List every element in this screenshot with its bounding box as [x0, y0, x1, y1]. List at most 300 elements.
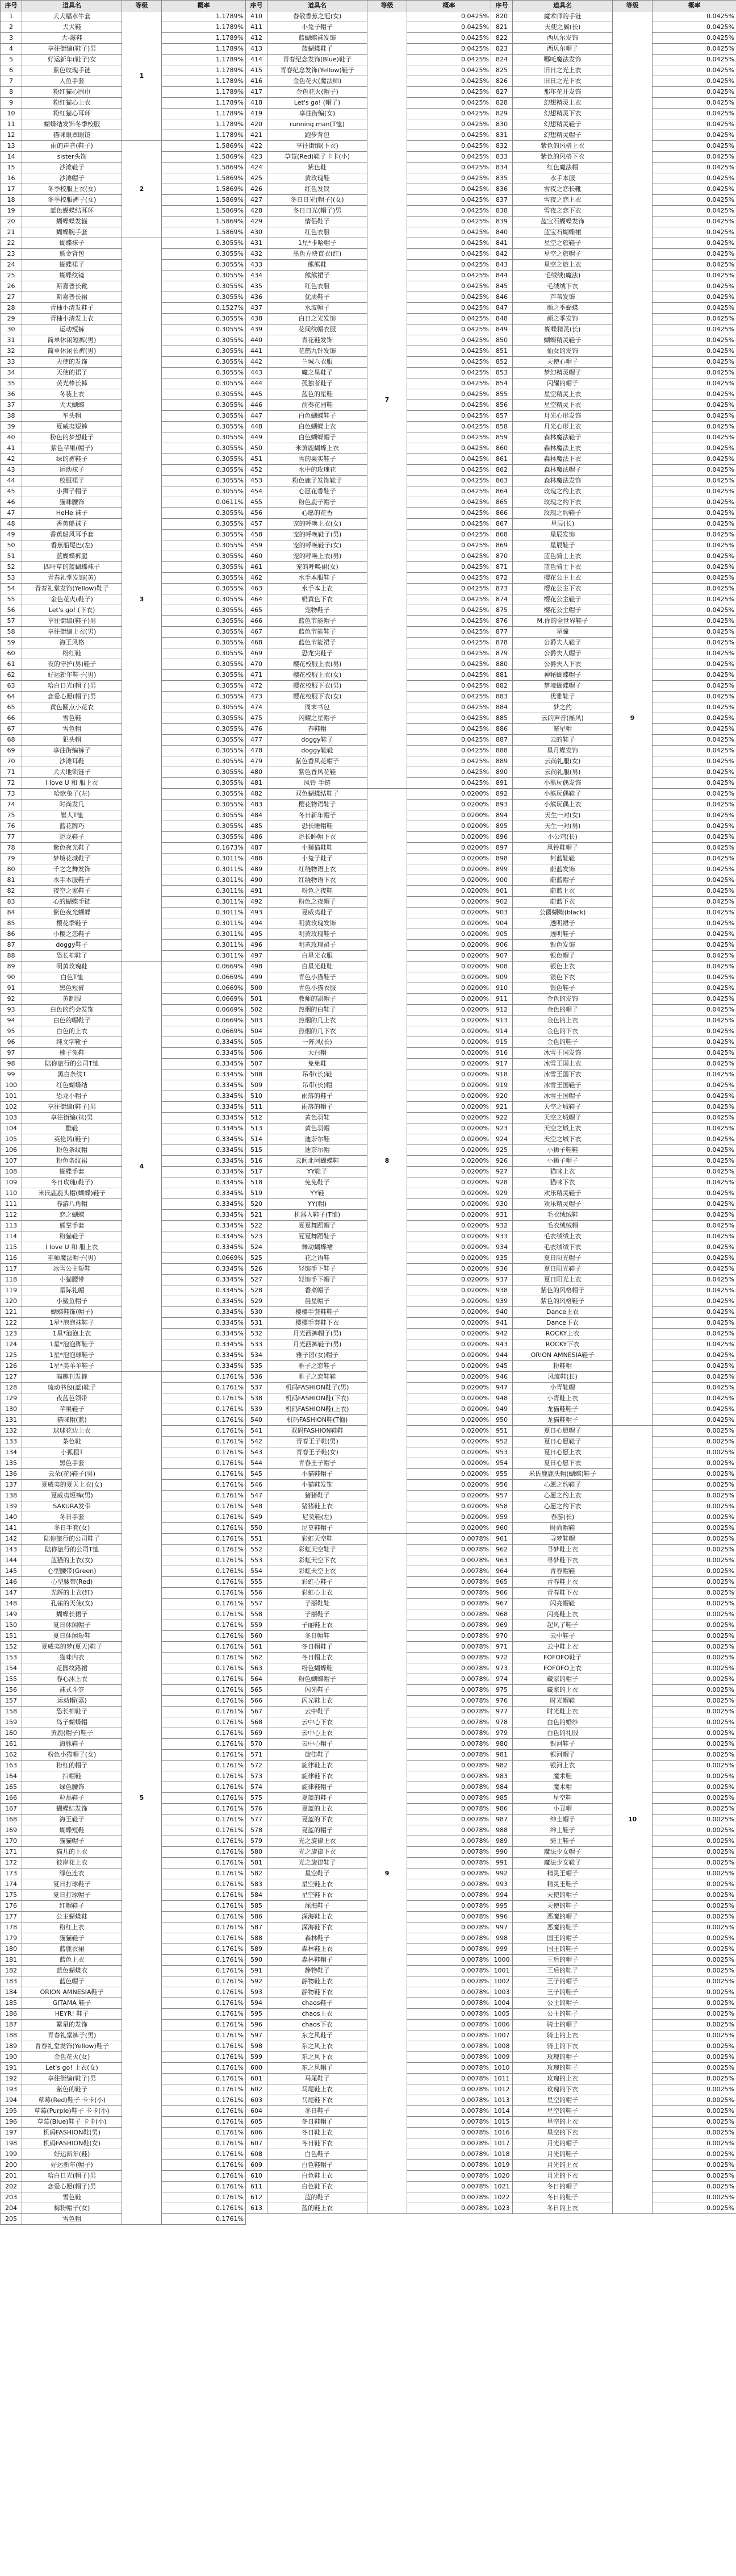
cell-item-name: 蓝蝴蝶裤腿	[22, 551, 122, 562]
cell-probability: 0.3055%	[162, 324, 246, 335]
cell-index: 93	[1, 1005, 22, 1016]
cell-probability: 0.0425%	[407, 735, 491, 746]
cell-index: 524	[246, 1242, 267, 1253]
cell-probability: 0.0425%	[653, 1037, 736, 1048]
cell-index: 180	[1, 1944, 22, 1955]
cell-item-name: 毛绒绒(魔法)	[513, 270, 613, 281]
cell-probability: 0.1761%	[162, 1804, 246, 1815]
cell-probability: 0.3055%	[162, 810, 246, 821]
cell-probability: 0.0025%	[653, 1685, 736, 1696]
cell-item-name: 恋爱心愿(帽子)男	[22, 2182, 122, 2192]
cell-item-name: 骑士的下衣	[513, 2041, 613, 2052]
cell-item-name: 森林鞋帽子	[267, 1955, 367, 1966]
cell-level: 8	[367, 789, 407, 1534]
cell-probability: 0.0425%	[653, 292, 736, 303]
cell-item-name: 春心沐上衣	[22, 1674, 122, 1685]
cell-probability: 0.0025%	[653, 1987, 736, 1998]
cell-item-name: 小狮猫鞋鞋	[267, 843, 367, 854]
cell-item-name: 雪色鞋	[22, 2192, 122, 2203]
cell-item-name: 光之旋律上衣	[267, 1836, 367, 1847]
cell-index: 198	[1, 2138, 22, 2149]
cell-index: 85	[1, 918, 22, 929]
cell-index: 159	[1, 1717, 22, 1728]
cell-probability: 0.1761%	[162, 2149, 246, 2160]
cell-item-name: 小樱之恋鞋子	[22, 929, 122, 940]
cell-probability: 0.0200%	[407, 1415, 491, 1426]
cell-index: 933	[491, 1231, 513, 1242]
cell-index: 111	[1, 1199, 22, 1210]
cell-probability: 0.1761%	[162, 1739, 246, 1750]
cell-probability: 0.1761%	[162, 1491, 246, 1501]
cell-item-name: 冬日鞋上衣	[267, 2128, 367, 2138]
cell-item-name: 琉动书包(蓝)鞋子	[22, 1383, 122, 1393]
cell-index: 1016	[491, 2128, 513, 2138]
cell-index: 471	[246, 670, 267, 681]
cell-probability: 0.0200%	[407, 983, 491, 994]
cell-probability: 0.0425%	[653, 486, 736, 497]
cell-probability: 0.0425%	[653, 659, 736, 670]
header-name: 道具名	[513, 1, 613, 11]
cell-index: 941	[491, 1318, 513, 1329]
cell-item-name: 白星光衣服	[267, 951, 367, 962]
cell-probability: 0.0425%	[653, 422, 736, 432]
cell-index: 428	[246, 206, 267, 217]
cell-index: 105	[1, 1134, 22, 1145]
cell-probability: 0.0425%	[407, 594, 491, 605]
cell-index: 449	[246, 432, 267, 443]
cell-probability: 0.1761%	[162, 2160, 246, 2171]
cell-item-name: 花鹤九针发饰	[267, 346, 367, 357]
cell-index: 515	[246, 1145, 267, 1156]
cell-index: 991	[491, 1858, 513, 1868]
cell-index: 1000	[491, 1955, 513, 1966]
cell-probability: 0.0078%	[407, 2009, 491, 2020]
cell-index: 13	[1, 141, 22, 152]
cell-probability: 0.0078%	[407, 1653, 491, 1663]
cell-probability: 0.0200%	[407, 1091, 491, 1102]
cell-probability: 0.3345%	[162, 1339, 246, 1350]
cell-index: 601	[246, 2074, 267, 2084]
cell-index: 856	[491, 400, 513, 411]
cell-item-name: 蓝宝石蝴蝶裙	[513, 227, 613, 238]
cell-index: 514	[246, 1134, 267, 1145]
cell-item-name: 蝴蝶短鞋	[22, 1825, 122, 1836]
cell-probability: 0.3055%	[162, 821, 246, 832]
cell-index: 605	[246, 2117, 267, 2128]
cell-probability: 0.1761%	[162, 1426, 246, 1437]
cell-probability: 0.0425%	[407, 217, 491, 227]
cell-index: 962	[491, 1545, 513, 1555]
cell-probability: 0.0425%	[653, 746, 736, 756]
cell-probability: 0.0200%	[407, 962, 491, 972]
cell-probability: 0.3345%	[162, 1156, 246, 1167]
cell-index: 182	[1, 1966, 22, 1976]
cell-item-name: 雪色帽	[22, 724, 122, 735]
cell-item-name: 优雅鞋子	[513, 692, 613, 702]
cell-probability: 0.0200%	[407, 1167, 491, 1177]
cell-probability: 0.3345%	[162, 1242, 246, 1253]
cell-index: 28	[1, 303, 22, 314]
cell-probability: 0.0425%	[653, 735, 736, 746]
cell-item-name: 心愿花香鞋子	[267, 486, 367, 497]
cell-index: 126	[1, 1361, 22, 1372]
cell-item-name: 香蕉船袜子	[22, 519, 122, 530]
table-header-row	[246, 1, 491, 11]
cell-item-name: 梦之约	[513, 702, 613, 713]
cell-index: 881	[491, 670, 513, 681]
cell-item-name: 小鲨鱼帽子	[22, 1296, 122, 1307]
cell-index: 481	[246, 778, 267, 789]
cell-probability: 0.1761%	[162, 1674, 246, 1685]
cell-item-name: 骑士的上衣	[513, 2030, 613, 2041]
cell-probability: 0.0078%	[407, 1609, 491, 1620]
cell-item-name: 梅粉帽子(女)	[22, 2203, 122, 2214]
cell-item-name: 青春礼堂裤子(男)	[22, 2030, 122, 2041]
cell-index: 201	[1, 2171, 22, 2182]
cell-index: 1003	[491, 1987, 513, 1998]
cell-item-name: 宠的呼唤上衣(女)	[267, 519, 367, 530]
cell-item-name: 青花鞋发饰	[267, 335, 367, 346]
cell-probability: 0.0425%	[653, 1016, 736, 1026]
cell-index: 597	[246, 2030, 267, 2041]
cell-item-name: 彩虹天空鞋子	[267, 1545, 367, 1555]
cell-item-name: 孤独者鞋子	[267, 378, 367, 389]
cell-index: 49	[1, 530, 22, 540]
cell-index: 81	[1, 875, 22, 886]
cell-index: 986	[491, 1804, 513, 1815]
cell-index: 947	[491, 1383, 513, 1393]
cell-item-name: 白色鞋上衣	[267, 2171, 367, 2182]
cell-index: 113	[1, 1221, 22, 1231]
cell-item-name: 彩虹天空上衣	[267, 1566, 367, 1577]
cell-item-name: 绿的裤鞋子	[22, 454, 122, 465]
cell-index: 498	[246, 962, 267, 972]
cell-item-name: 享往街编裤子	[22, 746, 122, 756]
cell-item-name: 星空的下衣	[513, 2128, 613, 2138]
cell-item-name: 红帽鞋子	[22, 1901, 122, 1912]
cell-index: 51	[1, 551, 22, 562]
cell-item-name: 沙滩耳鞋	[22, 756, 122, 767]
cell-item-name: M.你的全世界鞋子	[513, 616, 613, 627]
cell-probability: 0.1761%	[162, 1696, 246, 1707]
cell-index: 980	[491, 1739, 513, 1750]
cell-item-name: 星空之旅上衣	[513, 260, 613, 270]
cell-item-name: 光辉的上衣(红)	[22, 1588, 122, 1599]
cell-index: 60	[1, 648, 22, 659]
cell-index: 61	[1, 659, 22, 670]
cell-probability: 0.0025%	[653, 1523, 736, 1534]
cell-item-name: 马尾鞋子	[267, 2074, 367, 2084]
cell-item-name: 藏家的上衣	[513, 1685, 613, 1696]
cell-probability: 0.3055%	[162, 713, 246, 724]
cell-item-name: 陆你旅行的公司T恤	[22, 1059, 122, 1069]
cell-item-name: 黄色羽帽	[267, 1123, 367, 1134]
cell-item-name: 星空的鞋子	[513, 2106, 613, 2117]
cell-probability: 0.0078%	[407, 1534, 491, 1545]
cell-probability: 0.0425%	[653, 184, 736, 195]
cell-probability: 0.3345%	[162, 1102, 246, 1113]
cell-index: 173	[1, 1868, 22, 1879]
cell-probability: 0.0425%	[653, 195, 736, 206]
cell-probability: 0.0425%	[653, 249, 736, 260]
cell-item-name: 犬犬地锁链子	[22, 767, 122, 778]
cell-probability: 0.1761%	[162, 1793, 246, 1804]
cell-probability: 0.0200%	[407, 1469, 491, 1480]
cell-probability: 0.3055%	[162, 692, 246, 702]
cell-item-name: 绅士帽子	[513, 1815, 613, 1825]
cell-item-name: 心型腰带(Red)	[22, 1577, 122, 1588]
cell-probability: 0.0425%	[653, 260, 736, 270]
cell-probability: 0.0425%	[653, 303, 736, 314]
cell-level: 10	[613, 1426, 653, 2214]
cell-item-name: 猫儿的上衣	[22, 1847, 122, 1858]
cell-index: 153	[1, 1653, 22, 1663]
cell-index: 931	[491, 1210, 513, 1221]
cell-probability: 0.0425%	[653, 530, 736, 540]
cell-probability: 0.0425%	[407, 22, 491, 33]
cell-index: 501	[246, 994, 267, 1005]
cell-item-name: 情侣鞋子	[267, 217, 367, 227]
cell-probability: 0.1761%	[162, 2009, 246, 2020]
cell-index: 942	[491, 1329, 513, 1339]
cell-probability: 0.0025%	[653, 1847, 736, 1858]
cell-index: 502	[246, 1005, 267, 1016]
cell-item-name: 蓝花牌巧	[22, 821, 122, 832]
cell-item-name: 粉猫鞋子	[22, 1231, 122, 1242]
cell-probability: 0.3011%	[162, 886, 246, 897]
cell-item-name: 春游(长)	[513, 1512, 613, 1523]
cell-probability: 0.0078%	[407, 1717, 491, 1728]
cell-item-name: 沙滩鞋子	[22, 163, 122, 173]
cell-index: 571	[246, 1750, 267, 1761]
cell-probability: 0.3055%	[162, 627, 246, 638]
cell-index: 908	[491, 962, 513, 972]
cell-item-name: 公爵夫人下衣	[513, 659, 613, 670]
cell-probability: 0.3011%	[162, 908, 246, 918]
cell-item-name: 小猫腰带	[22, 1275, 122, 1285]
cell-probability: 0.1761%	[162, 1577, 246, 1588]
cell-index: 880	[491, 659, 513, 670]
cell-item-name: 奶黄色下衣	[267, 594, 367, 605]
cell-index: 484	[246, 810, 267, 821]
cell-probability: 0.0425%	[407, 702, 491, 713]
table-row	[491, 11, 736, 22]
cell-index: 550	[246, 1523, 267, 1534]
cell-item-name: 享往街编(下衣)	[267, 141, 367, 152]
cell-probability: 0.3345%	[162, 1037, 246, 1048]
cell-probability: 0.0425%	[653, 1134, 736, 1145]
cell-probability: 0.0425%	[653, 1177, 736, 1188]
cell-item-name: 宠的呼唤鞋子(女)	[267, 540, 367, 551]
cell-probability: 0.1761%	[162, 1944, 246, 1955]
cell-item-name: 冬日帽鞋子	[267, 1642, 367, 1653]
cell-item-name: 黄色羽鞋	[267, 1113, 367, 1123]
cell-probability: 0.0200%	[407, 1393, 491, 1404]
cell-probability: 0.0025%	[653, 2052, 736, 2063]
cell-probability: 0.0669%	[162, 962, 246, 972]
cell-probability: 0.0078%	[407, 1933, 491, 1944]
cell-index: 946	[491, 1372, 513, 1383]
cell-index: 568	[246, 1717, 267, 1728]
cell-index: 960	[491, 1523, 513, 1534]
cell-item-name: 旧日之光下衣	[513, 76, 613, 87]
cell-item-name: 兰城八衣服	[267, 357, 367, 368]
cell-item-name: 冬日手套	[22, 1512, 122, 1523]
cell-index: 436	[246, 292, 267, 303]
cell-item-name: 蝴蝶结发饰	[22, 1804, 122, 1815]
cell-item-name: 光之旋律鞋子	[267, 1858, 367, 1868]
cell-index: 44	[1, 476, 22, 486]
cell-index: 441	[246, 346, 267, 357]
cell-probability: 0.0200%	[407, 1372, 491, 1383]
cell-item-name: 小熊玩偶鞋子	[513, 789, 613, 800]
cell-item-name: 青春王子鞋(男)	[267, 1437, 367, 1447]
cell-index: 505	[246, 1037, 267, 1048]
cell-probability: 0.0025%	[653, 1901, 736, 1912]
cell-item-name: 热烟的几下衣	[267, 1026, 367, 1037]
cell-item-name: 樱花公主下衣	[513, 584, 613, 594]
cell-item-name: 紫色夜光鞋子	[22, 843, 122, 854]
cell-index: 913	[491, 1016, 513, 1026]
cell-index: 953	[491, 1447, 513, 1458]
cell-probability: 0.0078%	[407, 1771, 491, 1782]
cell-index: 468	[246, 638, 267, 648]
cell-item-name: 蓝色蝴蝶结耳环	[22, 206, 122, 217]
cell-probability: 0.0425%	[653, 55, 736, 65]
cell-probability: 0.0200%	[407, 886, 491, 897]
table-row	[246, 789, 491, 800]
cell-index: 918	[491, 1069, 513, 1080]
cell-item-name: 樱花公主鞋子	[513, 594, 613, 605]
cell-probability: 0.3345%	[162, 1069, 246, 1080]
cell-item-name: 樱花校服上衣(女)	[267, 670, 367, 681]
cell-index: 59	[1, 638, 22, 648]
cell-index: 836	[491, 184, 513, 195]
cell-item-name: 云的鞋子	[513, 735, 613, 746]
cell-index: 444	[246, 378, 267, 389]
cell-probability: 0.0425%	[653, 368, 736, 378]
cell-index: 1001	[491, 1966, 513, 1976]
cell-probability: 0.3055%	[162, 260, 246, 270]
cell-item-name: 大白帽	[267, 1048, 367, 1059]
cell-index: 929	[491, 1188, 513, 1199]
cell-probability: 0.0425%	[407, 119, 491, 130]
cell-item-name: 闪光鞋上衣	[267, 1696, 367, 1707]
table-row	[1, 238, 246, 249]
cell-probability: 0.0425%	[653, 389, 736, 400]
cell-probability: 0.1761%	[162, 1447, 246, 1458]
cell-index: 909	[491, 972, 513, 983]
cell-probability: 0.0425%	[653, 497, 736, 508]
cell-index: 890	[491, 767, 513, 778]
cell-probability: 0.0425%	[407, 616, 491, 627]
cell-probability: 0.0425%	[407, 65, 491, 76]
cell-item-name: FOFOFO鞋子	[513, 1653, 613, 1663]
cell-index: 1015	[491, 2117, 513, 2128]
cell-index: 166	[1, 1793, 22, 1804]
cell-item-name: 粉色蝴蝶帽子	[267, 1674, 367, 1685]
cell-index: 820	[491, 11, 513, 22]
cell-item-name: 享往街编(女)	[267, 109, 367, 119]
cell-item-name: 旧日之光上衣	[513, 65, 613, 76]
cell-probability: 0.1761%	[162, 2203, 246, 2214]
cell-probability: 0.3345%	[162, 1275, 246, 1285]
cell-probability: 0.3055%	[162, 389, 246, 400]
cell-probability: 0.0669%	[162, 1016, 246, 1026]
cell-item-name: 粒晶鞋子	[22, 1793, 122, 1804]
cell-item-name: 熊熊裙子	[267, 270, 367, 281]
cell-item-name: Dance下衣	[513, 1318, 613, 1329]
cell-index: 29	[1, 314, 22, 324]
cell-probability: 0.0425%	[653, 65, 736, 76]
cell-probability: 0.0425%	[653, 800, 736, 810]
cell-probability: 0.3055%	[162, 648, 246, 659]
cell-item-name: 夏日休闲帽子	[22, 1620, 122, 1631]
cell-index: 952	[491, 1437, 513, 1447]
cell-index: 165	[1, 1782, 22, 1793]
cell-item-name: 小狮子鞋鞋	[513, 1145, 613, 1156]
cell-item-name: 蝴蝶长裙子	[22, 1609, 122, 1620]
cell-item-name: 享往街编(袜)男	[22, 1113, 122, 1123]
cell-item-name: 星空鞋上衣	[267, 1879, 367, 1890]
cell-item-name: 梦境蝴蝶帽子	[513, 681, 613, 692]
cell-item-name: 恶魔的鞋子	[513, 1922, 613, 1933]
cell-item-name: 仙女的发饰	[513, 346, 613, 357]
cell-probability: 0.0425%	[407, 519, 491, 530]
cell-index: 1007	[491, 2030, 513, 2041]
cell-probability: 1.1789%	[162, 44, 246, 55]
cell-probability: 0.3055%	[162, 465, 246, 476]
cell-probability: 0.1761%	[162, 1555, 246, 1566]
cell-index: 451	[246, 454, 267, 465]
cell-probability: 0.0025%	[653, 2128, 736, 2138]
cell-probability: 0.0425%	[653, 1091, 736, 1102]
cell-probability: 0.0425%	[653, 432, 736, 443]
cell-item-name: 小狐狸T	[22, 1447, 122, 1458]
cell-probability: 0.1761%	[162, 1437, 246, 1447]
cell-probability: 0.0078%	[407, 1955, 491, 1966]
cell-index: 90	[1, 972, 22, 983]
cell-probability: 0.0078%	[407, 2106, 491, 2117]
cell-index: 84	[1, 908, 22, 918]
cell-index: 564	[246, 1674, 267, 1685]
cell-probability: 0.0200%	[407, 1285, 491, 1296]
cell-probability: 0.0025%	[653, 2138, 736, 2149]
cell-index: 951	[491, 1426, 513, 1437]
cell-item-name: 青春纪念发饰(Yellow)鞋子	[267, 65, 367, 76]
cell-probability: 0.3345%	[162, 1123, 246, 1134]
cell-index: 106	[1, 1145, 22, 1156]
cell-index: 1011	[491, 2074, 513, 2084]
cell-index: 898	[491, 854, 513, 864]
cell-probability: 0.0425%	[653, 217, 736, 227]
cell-probability: 0.0025%	[653, 1815, 736, 1825]
cell-item-name: 风铃 手链	[267, 778, 367, 789]
cell-probability: 0.0078%	[407, 1588, 491, 1599]
cell-probability: 0.0425%	[653, 918, 736, 929]
cell-item-name: 蝴蝶精灵鞋子	[513, 335, 613, 346]
cell-probability: 0.0425%	[653, 1307, 736, 1318]
cell-index: 479	[246, 756, 267, 767]
cell-index: 63	[1, 681, 22, 692]
cell-item-name: 蝴蝶裙子	[22, 260, 122, 270]
cell-probability: 0.0425%	[653, 163, 736, 173]
cell-probability: 0.0200%	[407, 1523, 491, 1534]
cell-probability: 0.0425%	[653, 22, 736, 33]
cell-index: 586	[246, 1912, 267, 1922]
cell-probability: 0.0025%	[653, 1653, 736, 1663]
cell-probability: 0.0025%	[653, 1825, 736, 1836]
